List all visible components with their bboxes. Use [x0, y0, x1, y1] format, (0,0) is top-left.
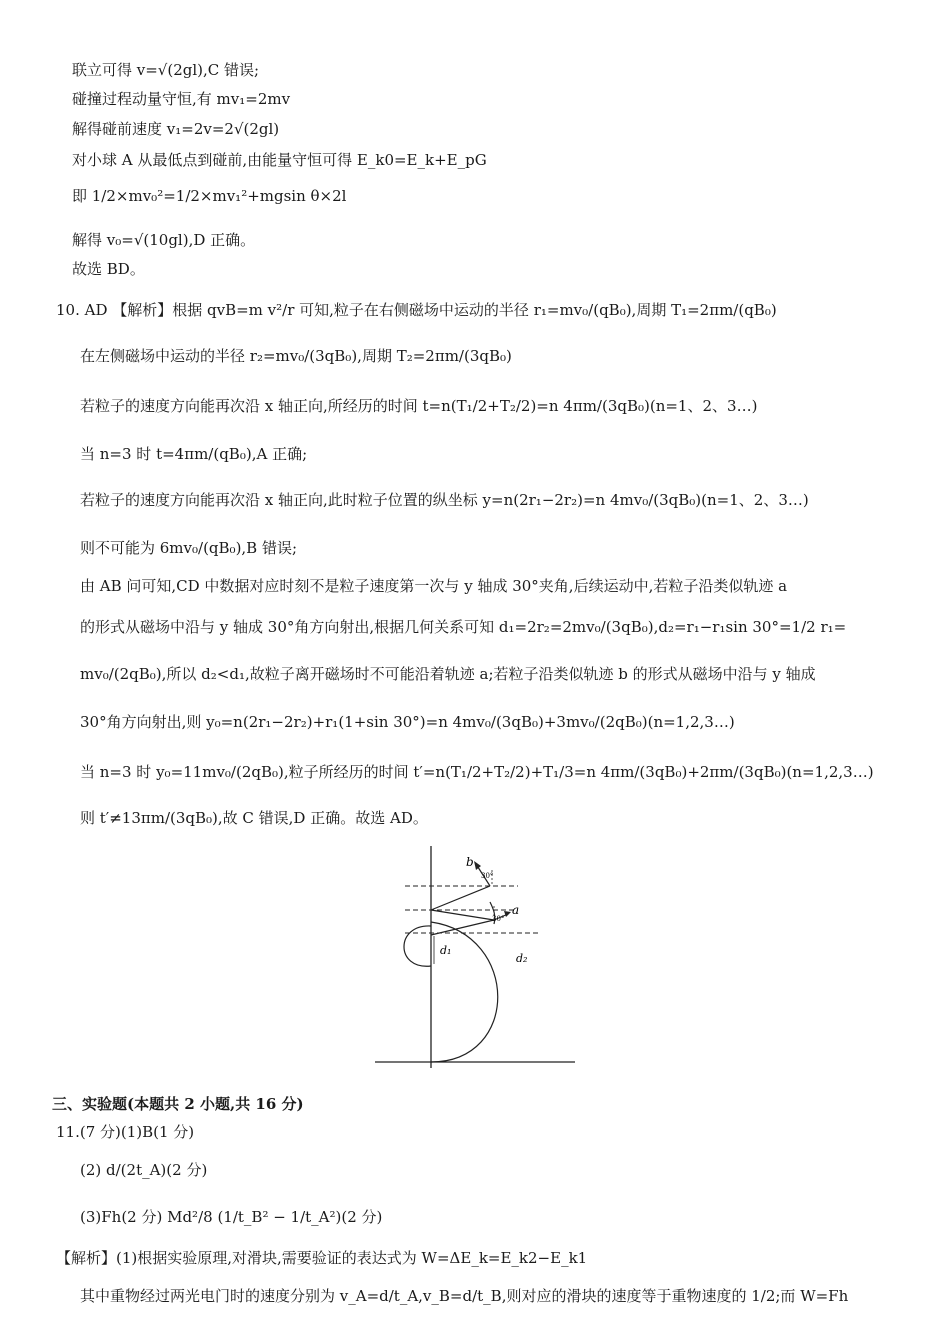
line-3: 解得碰前速度 v₁=2v=2√(2gl) — [72, 120, 280, 138]
line-11: 当 n=3 时 t=4πm/(qB₀),A 正确; — [80, 445, 308, 463]
trajectory-figure — [370, 840, 585, 1070]
line-7: 故选 BD。 — [72, 260, 145, 278]
line-4: 对小球 A 从最低点到碰前,由能量守恒可得 E_k0=E_k+E_pG — [72, 151, 487, 169]
label-b: b — [466, 855, 474, 869]
line-12: 若粒子的速度方向能再次沿 x 轴正向,此时粒子位置的纵坐标 y=n(2r₁−2r₂)=n 4mv₀/(3qB₀)(n=1、2、3…) — [80, 491, 809, 509]
question-11-line: 11.(7 分)(1)B(1 分) — [56, 1123, 195, 1141]
line-1: 联立可得 v=√(2gl),C 错误; — [72, 61, 260, 79]
chord-2 — [431, 910, 494, 920]
line-16: mv₀/(2qB₀),所以 d₂<d₁,故粒子离开磁场时不可能沿着轨迹 a;若粒子沿类似轨迹 b 的形式从磁场中沿与 y 轴成 — [80, 665, 816, 683]
label-angle-top: 30° — [481, 872, 494, 880]
line-10: 若粒子的速度方向能再次沿 x 轴正向,所经历的时间 t=n(T₁/2+T₂/2)=n 4πm/(3qB₀)(n=1、2、3…) — [80, 397, 758, 415]
line-17: 30°角方向射出,则 y₀=n(2r₁−2r₂)+r₁(1+sin 30°)=n 4mv₀/(3qB₀)+3mv₀/(2qB₀)(n=1,2,3…) — [80, 713, 735, 731]
line-5: 即 1/2×mv₀²=1/2×mv₁²+mgsin θ×2l — [72, 187, 347, 205]
line-6: 解得 v₀=√(10gl),D 正确。 — [72, 231, 256, 249]
question-10-line: 10. AD 【解析】根据 qvB=m v²/r 可知,粒子在右侧磁场中运动的半径 r₁=mv₀/(qB₀),周期 T₁=2πm/(qB₀) — [56, 301, 777, 319]
line-14: 由 AB 问可知,CD 中数据对应时刻不是粒子速度第一次与 y 轴成 30°夹角,后续运动中,若粒子沿类似轨迹 a — [80, 577, 788, 595]
arrow-a-head — [504, 911, 511, 917]
answer-2-line: (2) d/(2t_A)(2 分) — [80, 1161, 208, 1179]
label-d2: d₂ — [516, 952, 528, 965]
line-2: 碰撞过程动量守恒,有 mv₁=2mv — [72, 90, 291, 108]
line-15: 的形式从磁场中沿与 y 轴成 30°角方向射出,根据几何关系可知 d₁=2r₂=2mv₀/(3qB₀),d₂=r₁−r₁sin 30°=1/2 r₁= — [80, 618, 847, 636]
arrow-b-head — [474, 861, 481, 870]
line-19: 则 t′≠13πm/(3qB₀),故 C 错误,D 正确。故选 AD。 — [80, 809, 428, 827]
label-a: a — [512, 903, 520, 917]
chord-1 — [431, 886, 490, 910]
line-13: 则不可能为 6mv₀/(qB₀),B 错误; — [80, 539, 298, 557]
line-9: 在左侧磁场中运动的半径 r₂=mv₀/(3qB₀),周期 T₂=2πm/(3qB₀) — [80, 347, 512, 365]
left-loop-trajectory — [404, 926, 431, 966]
analysis-line-2: 其中重物经过两光电门时的速度分别为 v_A=d/t_A,v_B=d/t_B,则对应的滑块的速度等于重物速度的 1/2;而 W=Fh — [80, 1287, 849, 1305]
right-arc-trajectory — [431, 922, 498, 1062]
label-angle-mid: 30° — [492, 915, 505, 923]
line-18: 当 n=3 时 y₀=11mv₀/(2qB₀),粒子所经历的时间 t′=n(T₁/2+T₂/2)+T₁/3=n 4πm/(3qB₀)+2πm/(3qB₀)(n=1,2,3…) — [80, 763, 874, 781]
answer-3-line: (3)Fh(2 分) Md²/8 (1/t_B² − 1/t_A²)(2 分) — [80, 1208, 383, 1226]
section-title: 三、实验题(本题共 2 小题,共 16 分) — [52, 1095, 304, 1113]
analysis-line-1: 【解析】(1)根据实验原理,对滑块,需要验证的表达式为 W=ΔE_k=E_k2−E_k1 — [56, 1249, 588, 1267]
label-d1: d₁ — [440, 944, 452, 957]
